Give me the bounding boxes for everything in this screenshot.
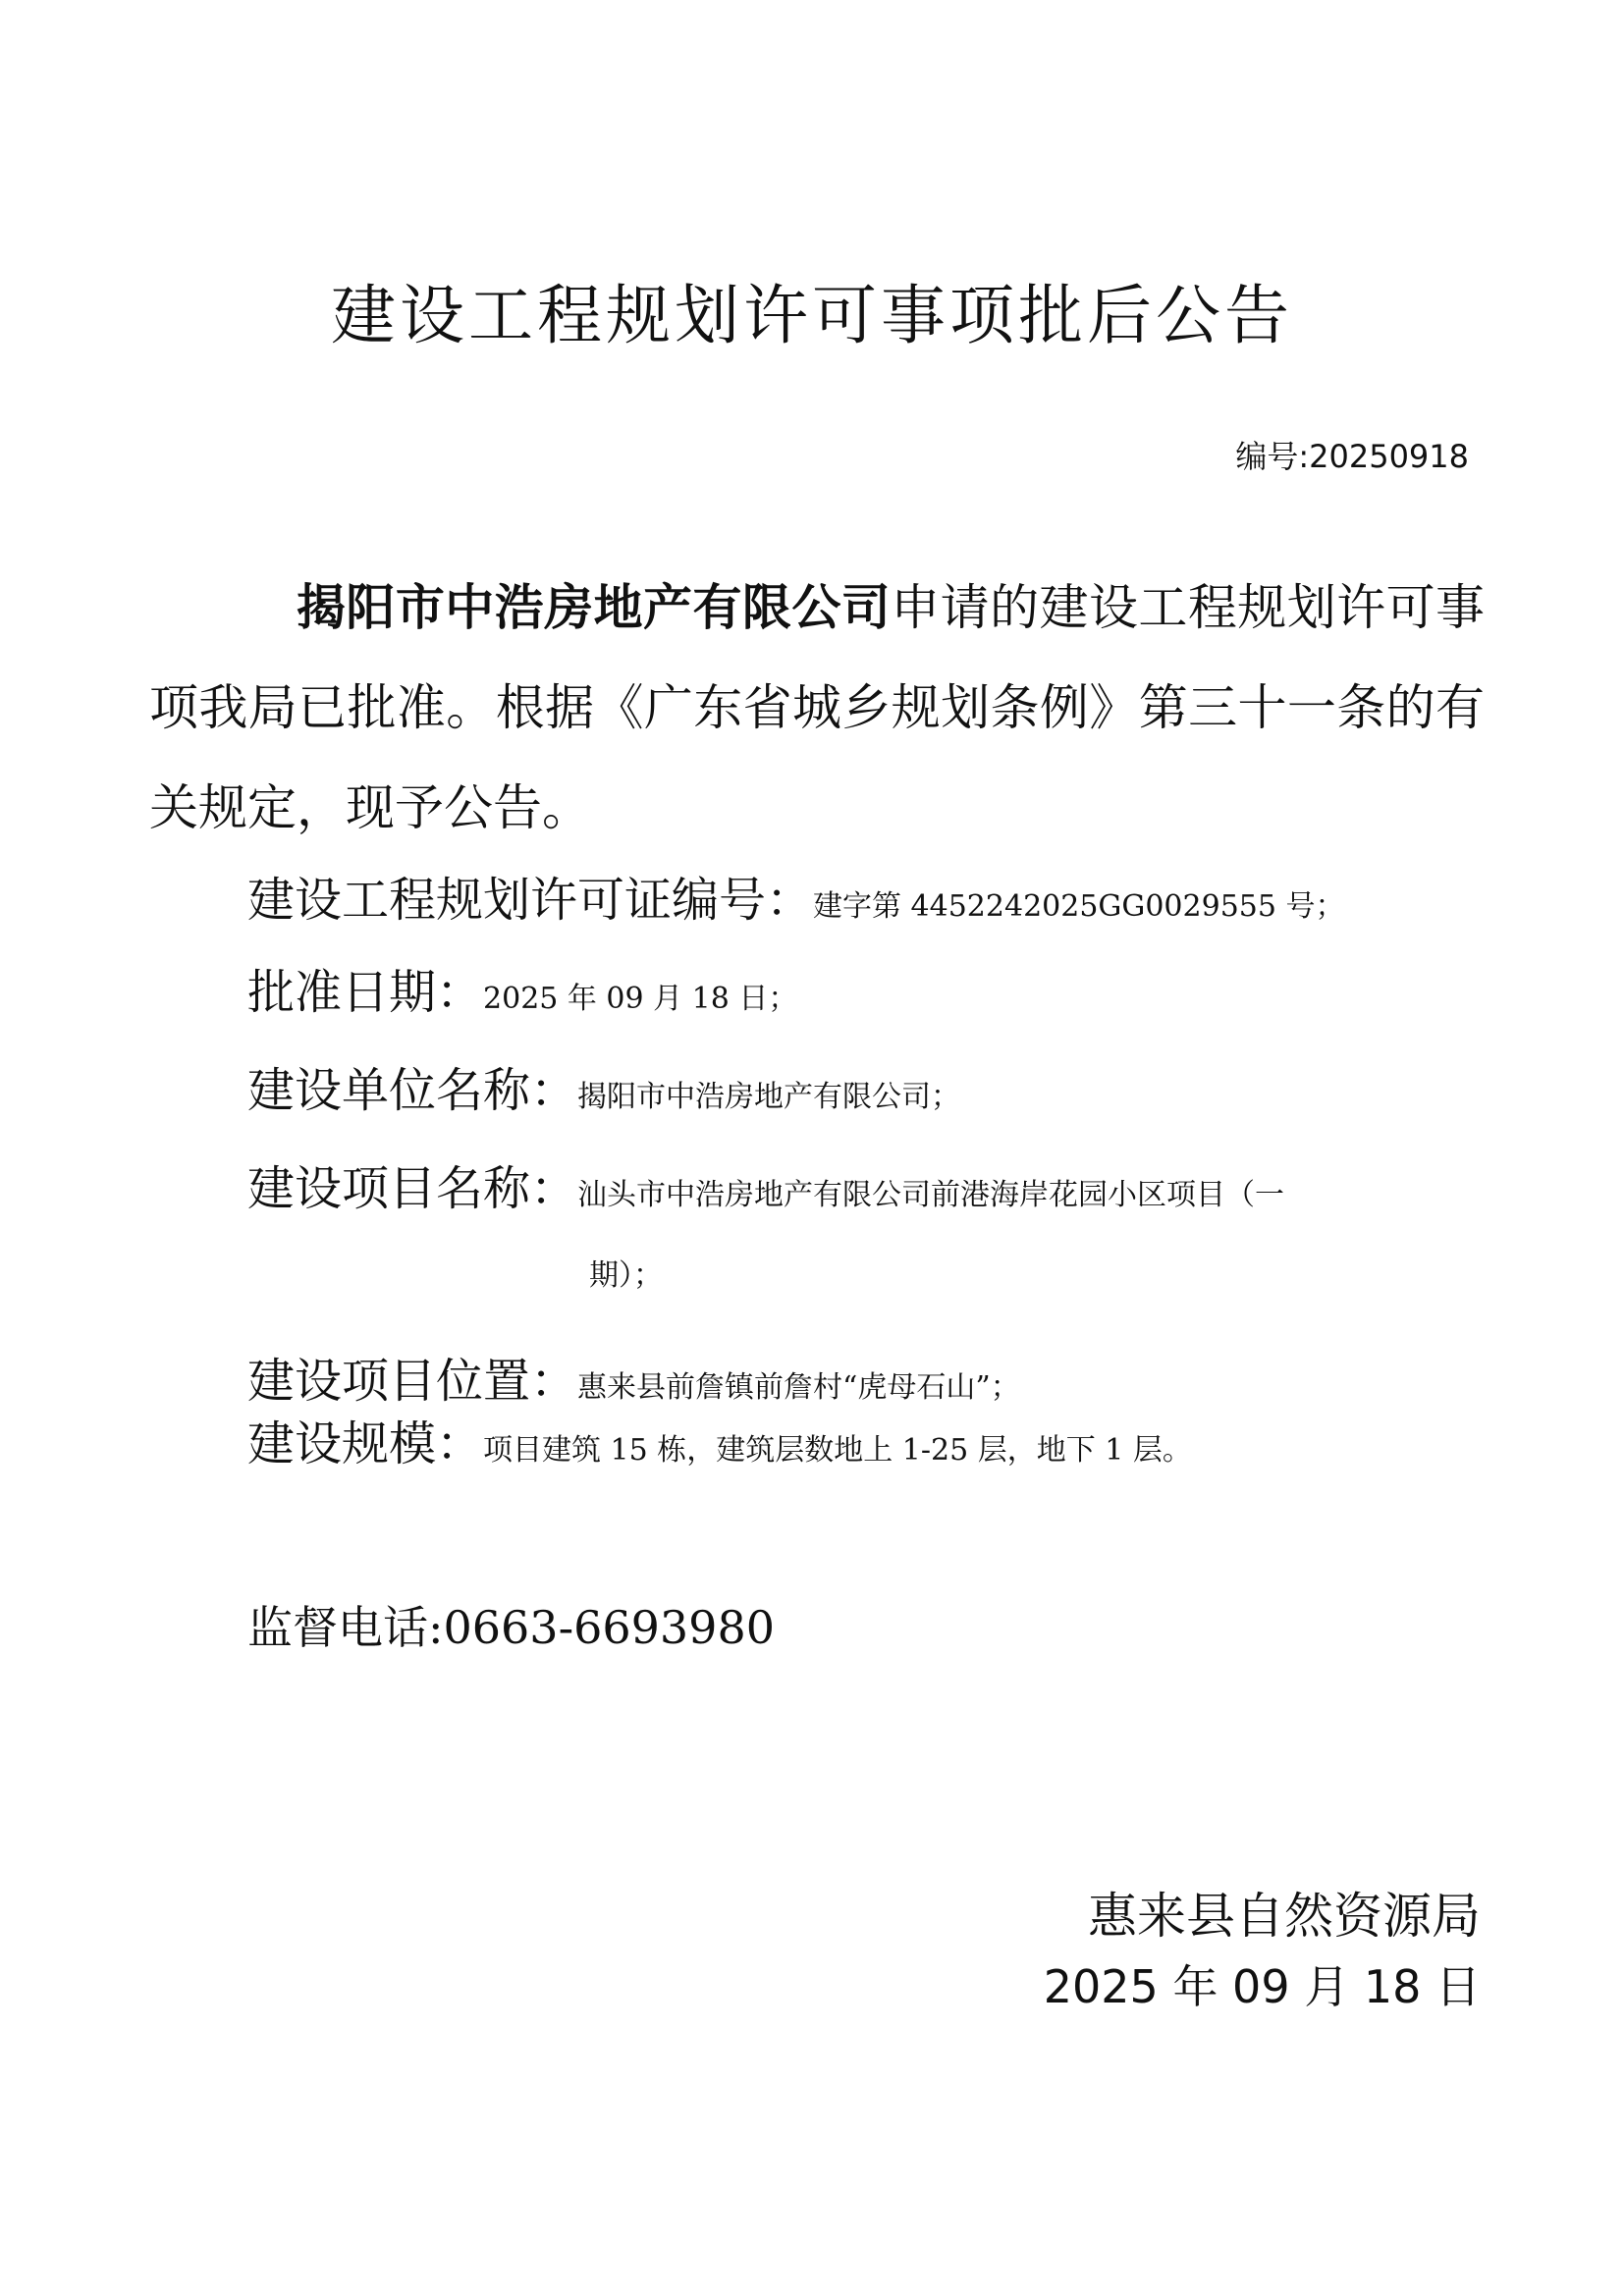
permit-number-label: 建设工程规划许可证编号： [247,873,814,928]
construction-scale-value: 项目建筑 15 栋，建筑层数地上 1-25 层，地下 1 层。 [483,1433,1192,1468]
construction-unit-value: 揭阳市中浩房地产有限公司； [577,1080,961,1114]
intro-paragraph [149,558,1485,858]
approval-date-label: 批准日期： [247,965,484,1020]
construction-scale-field [247,1406,1192,1473]
supervision-phone [247,1592,775,1657]
project-name-field [247,1150,1284,1218]
project-location-value: 惠来县前詹镇前詹村“虎母石山”； [577,1370,1020,1405]
issuing-authority: 惠来县自然资源局 [1088,1888,1481,1945]
document-number [1235,432,1469,477]
intro-text: 申请的建设工程规划许可事项我局已批准。根据《广东省城乡规划条例》第三十一条的有关规定，现予公告。 [149,579,1486,836]
permit-number-field [247,862,1345,930]
approval-date-value: 2025 年 09 月 18 日； [483,982,798,1016]
construction-unit-label: 建设单位名称： [247,1063,578,1118]
project-location-field [247,1343,1020,1411]
supervision-phone-label: 监督电话: [247,1601,444,1654]
issue-date: 2025 年 09 月 18 日 [1043,1960,1481,2013]
supervision-phone-value: 0663-6693980 [443,1601,775,1654]
applicant-name: 揭阳市中浩房地产有限公司 [297,579,892,636]
approval-date-field [247,954,797,1022]
document-number-label: 编号: [1235,438,1310,475]
page-title: 建设工程规划许可事项批后公告 [331,278,1293,353]
permit-number-value: 建字第 4452242025GG0029555 号； [813,889,1345,924]
construction-unit-field [247,1052,960,1120]
project-location-label: 建设项目位置： [247,1354,578,1409]
project-name-label: 建设项目名称： [247,1161,578,1216]
project-name-value-continued: 期）； [589,1258,663,1293]
document-number-value: 20250918 [1309,438,1469,475]
project-name-value: 汕头市中浩房地产有限公司前港海岸花园小区项目（一 [577,1178,1285,1212]
construction-scale-label: 建设规模： [247,1416,484,1471]
